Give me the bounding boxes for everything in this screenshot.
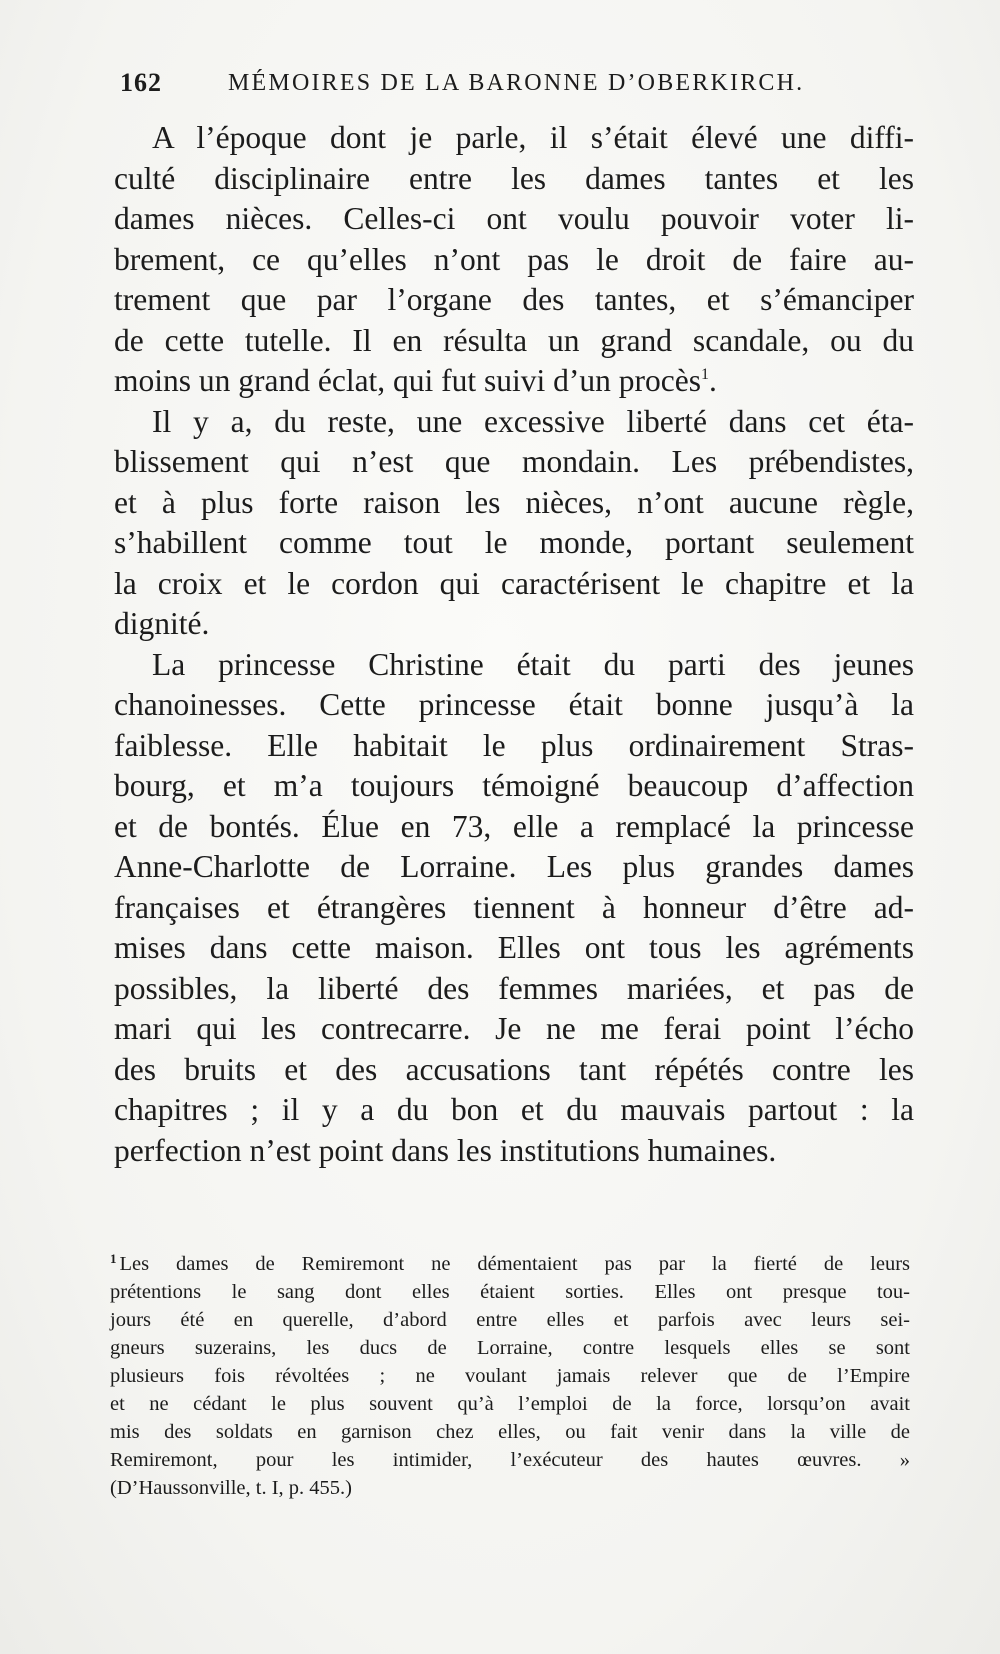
paragraph-3 (114, 645, 914, 1172)
body-text (114, 118, 914, 1171)
footnote-line: Remiremont, pour les intimider, l’exécuteur des hautes œuvres. » (110, 1449, 910, 1471)
text-line: trement que par l’organe des tantes, et s’émanciper (114, 282, 914, 317)
text-line: brement, ce qu’elles n’ont pas le droit de faire au- (114, 241, 914, 277)
text-line-last (114, 361, 914, 402)
text-line: culté disciplinaire entre les dames tantes et les (114, 160, 914, 196)
text-line: A l’époque dont je parle, il s’était élevé une diffi- (152, 120, 914, 155)
running-title: MÉMOIRES DE LA BARONNE D’OBERKIRCH. (228, 70, 805, 96)
text-line: la croix et le cordon qui caractérisent le chapitre et la (114, 565, 914, 601)
text-line: mari qui les contrecarre. Je ne me ferai point l’écho (114, 1011, 914, 1046)
text-line: Il y a, du reste, une excessive liberté dans cet éta- (152, 403, 914, 439)
running-head (120, 68, 910, 102)
text-line: des bruits et des accusations tant répétés contre les (114, 1051, 914, 1087)
text-line-content: moins un grand éclat, qui fut suivi d’un procès (114, 363, 702, 398)
text-line: possibles, la liberté des femmes mariées, et pas de (114, 970, 914, 1006)
paragraph-1 (114, 118, 914, 402)
sentence-end: . (709, 363, 717, 398)
footnote (110, 1250, 910, 1502)
footnote-line: plusieurs fois révoltées ; ne voulant jamais relever que de l’Empire (110, 1365, 910, 1387)
text-line: françaises et étrangères tiennent à honneur d’être ad- (114, 889, 914, 925)
text-line: s’habillent comme tout le monde, portant seulement (114, 525, 914, 560)
text-line: dignité. (114, 606, 210, 641)
text-line: chapitres ; il y a du bon et du mauvais partout : la (114, 1092, 914, 1127)
footnote-mark: 1 (110, 1251, 117, 1266)
footnote-line: (D’Haussonville, t. I, p. 455.) (110, 1477, 352, 1499)
footnote-line-text: Les dames de Remiremont ne démentaient pas par la fierté de leurs (119, 1253, 910, 1275)
footnote-line (110, 1250, 910, 1278)
text-line: blissement qui n’est que mondain. Les prébendistes, (114, 444, 914, 479)
text-line: La princesse Christine était du parti des jeunes (152, 646, 914, 682)
page-number: 162 (120, 68, 162, 97)
text-line: perfection n’est point dans les institutions humaines. (114, 1132, 777, 1168)
text-line: faiblesse. Elle habitait le plus ordinairement Stras- (114, 727, 914, 763)
text-line: de cette tutelle. Il en résulta un grand scandale, ou du (114, 322, 914, 358)
text-line: bourg, et m’a toujours témoigné beaucoup d’affection (114, 768, 914, 803)
text-line: et de bontés. Élue en 73, elle a remplacé la princesse (114, 808, 914, 844)
footnote-reference[interactable]: 1 (701, 366, 710, 383)
footnote-line: gneurs suzerains, les ducs de Lorraine, contre lesquels elles se sont (110, 1337, 910, 1359)
footnote-line: mis des soldats en garnison chez elles, ou fait venir dans la ville de (110, 1421, 910, 1443)
text-line: mises dans cette maison. Elles ont tous les agréments (114, 930, 914, 965)
footnote-line: prétentions le sang dont elles étaient sorties. Elles ont presque tou- (110, 1281, 910, 1303)
text-line: chanoinesses. Cette princesse était bonne jusqu’à la (114, 687, 914, 722)
text-line: Anne-Charlotte de Lorraine. Les plus grandes dames (114, 849, 914, 884)
text-line: dames nièces. Celles-ci ont voulu pouvoir voter li- (114, 201, 914, 236)
paragraph-2 (114, 402, 914, 645)
text-line: et à plus forte raison les nièces, n’ont aucune règle, (114, 484, 914, 520)
footnote-line: et ne cédant le plus souvent qu’à l’emploi de la force, lorsqu’on avait (110, 1393, 910, 1415)
footnote-line: jours été en querelle, d’abord entre elles et parfois avec leurs sei- (110, 1309, 910, 1331)
